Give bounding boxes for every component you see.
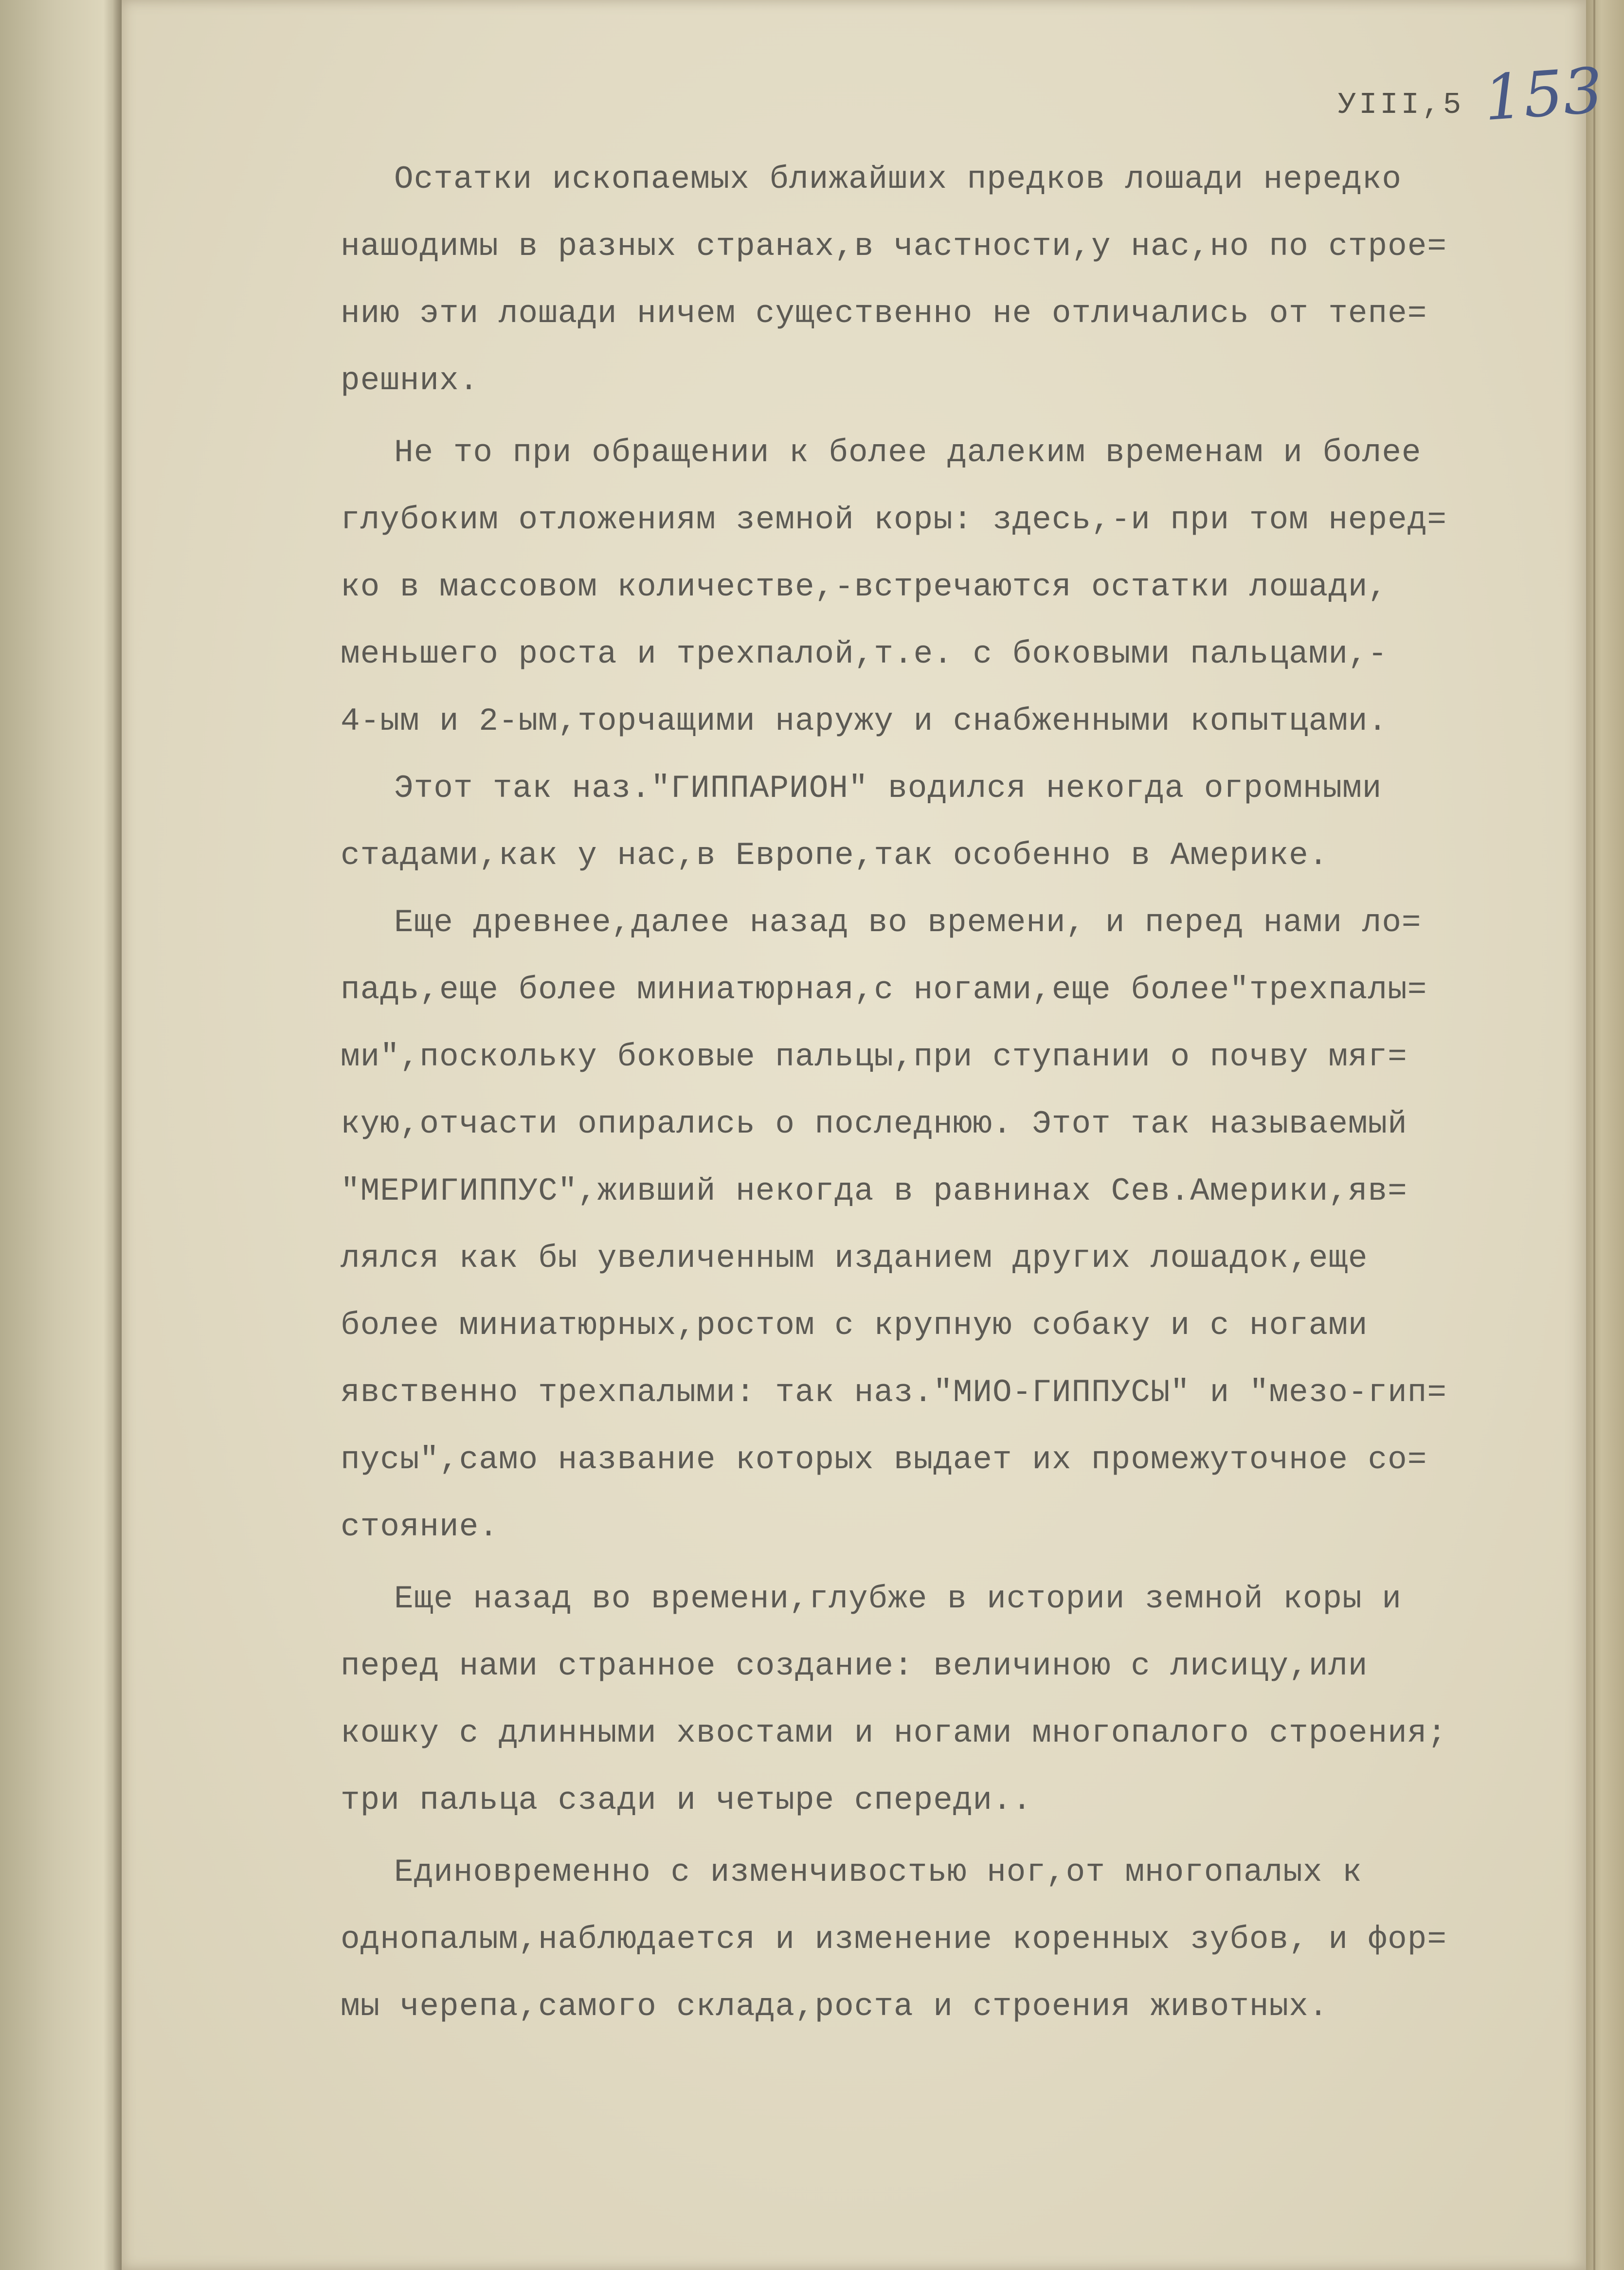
text-line: Не то при обращении к более далеким временам и более [394,434,1422,471]
text-line: Еще назад во времени,глубже в истории земной коры и [394,1581,1402,1617]
text-line: три пальца сзади и четыре спереди.. [341,1782,1032,1819]
text-line: стадами,как у нас,в Европе,так особенно в Америке. [341,837,1329,874]
binding-shadow [113,0,122,2270]
handwritten-folio-number: 153 [1481,54,1606,135]
text-line: мы черепа,самого склада,роста и строения животных. [341,1988,1329,2025]
text-line: "МЕРИГИППУС",живший некогда в равнинах Сев.Америки,яв= [341,1173,1407,1209]
text-line: стояние. [341,1509,499,1545]
text-line: кошку с длинными хвостами и ногами многопалого строения; [341,1715,1447,1751]
text-line: решних. [341,362,479,399]
right-page-edge [1586,0,1624,2270]
text-line: пусы",само название которых выдает их промежуточное со= [341,1441,1427,1478]
text-line: нию эти лошади ничем существенно не отличались от тепе= [341,295,1427,332]
text-line: лялся как бы увеличенным изданием других лошадок,еще [341,1240,1368,1277]
text-line: нашодимы в разных странах,в частности,у нас,но по строе= [341,228,1447,265]
text-line: кую,отчасти опирались о последнюю. Этот так называемый [341,1106,1407,1142]
left-binding-strip [0,0,122,2270]
text-line: Еще древнее,далее назад во времени, и перед нами ло= [394,904,1422,941]
text-line: явственно трехпалыми: так наз."МИО-ГИППУСЫ" и "мезо-гип= [341,1374,1447,1411]
text-line: перед нами странное создание: величиною с лисицу,или [341,1648,1368,1684]
typewritten-text [341,146,1567,2040]
text-line: однопалым,наблюдается и изменение коренных зубов, и фор= [341,1921,1447,1958]
text-line: Этот так наз."ГИППАРИОН" водился некогда огромными [394,770,1382,807]
text-line: меньшего роста и трехпалой,т.е. с боковыми пальцами,- [341,636,1388,672]
text-line: более миниатюрных,ростом с крупную собаку и с ногами [341,1307,1368,1344]
text-line: 4-ым и 2-ым,торчащими наружу и снабженными копытцами. [341,703,1388,739]
text-line: ми",поскольку боковые пальцы,при ступании о почву мяг= [341,1039,1407,1075]
text-line: Единовременно с изменчивостью ног,от многопалых к [394,1854,1362,1891]
text-line: глубоким отложениям земной коры: здесь,-и при том неред= [341,502,1447,538]
page-number: УIII,5 [1338,88,1464,122]
text-line: падь,еще более миниатюрная,с ногами,еще более"трехпалы= [341,972,1427,1008]
text-line: ко в массовом количестве,-встречаются остатки лошади, [341,569,1388,605]
right-edge-line [1593,0,1595,2270]
text-line: Остатки ископаемых ближайших предков лошади нередко [394,161,1402,198]
